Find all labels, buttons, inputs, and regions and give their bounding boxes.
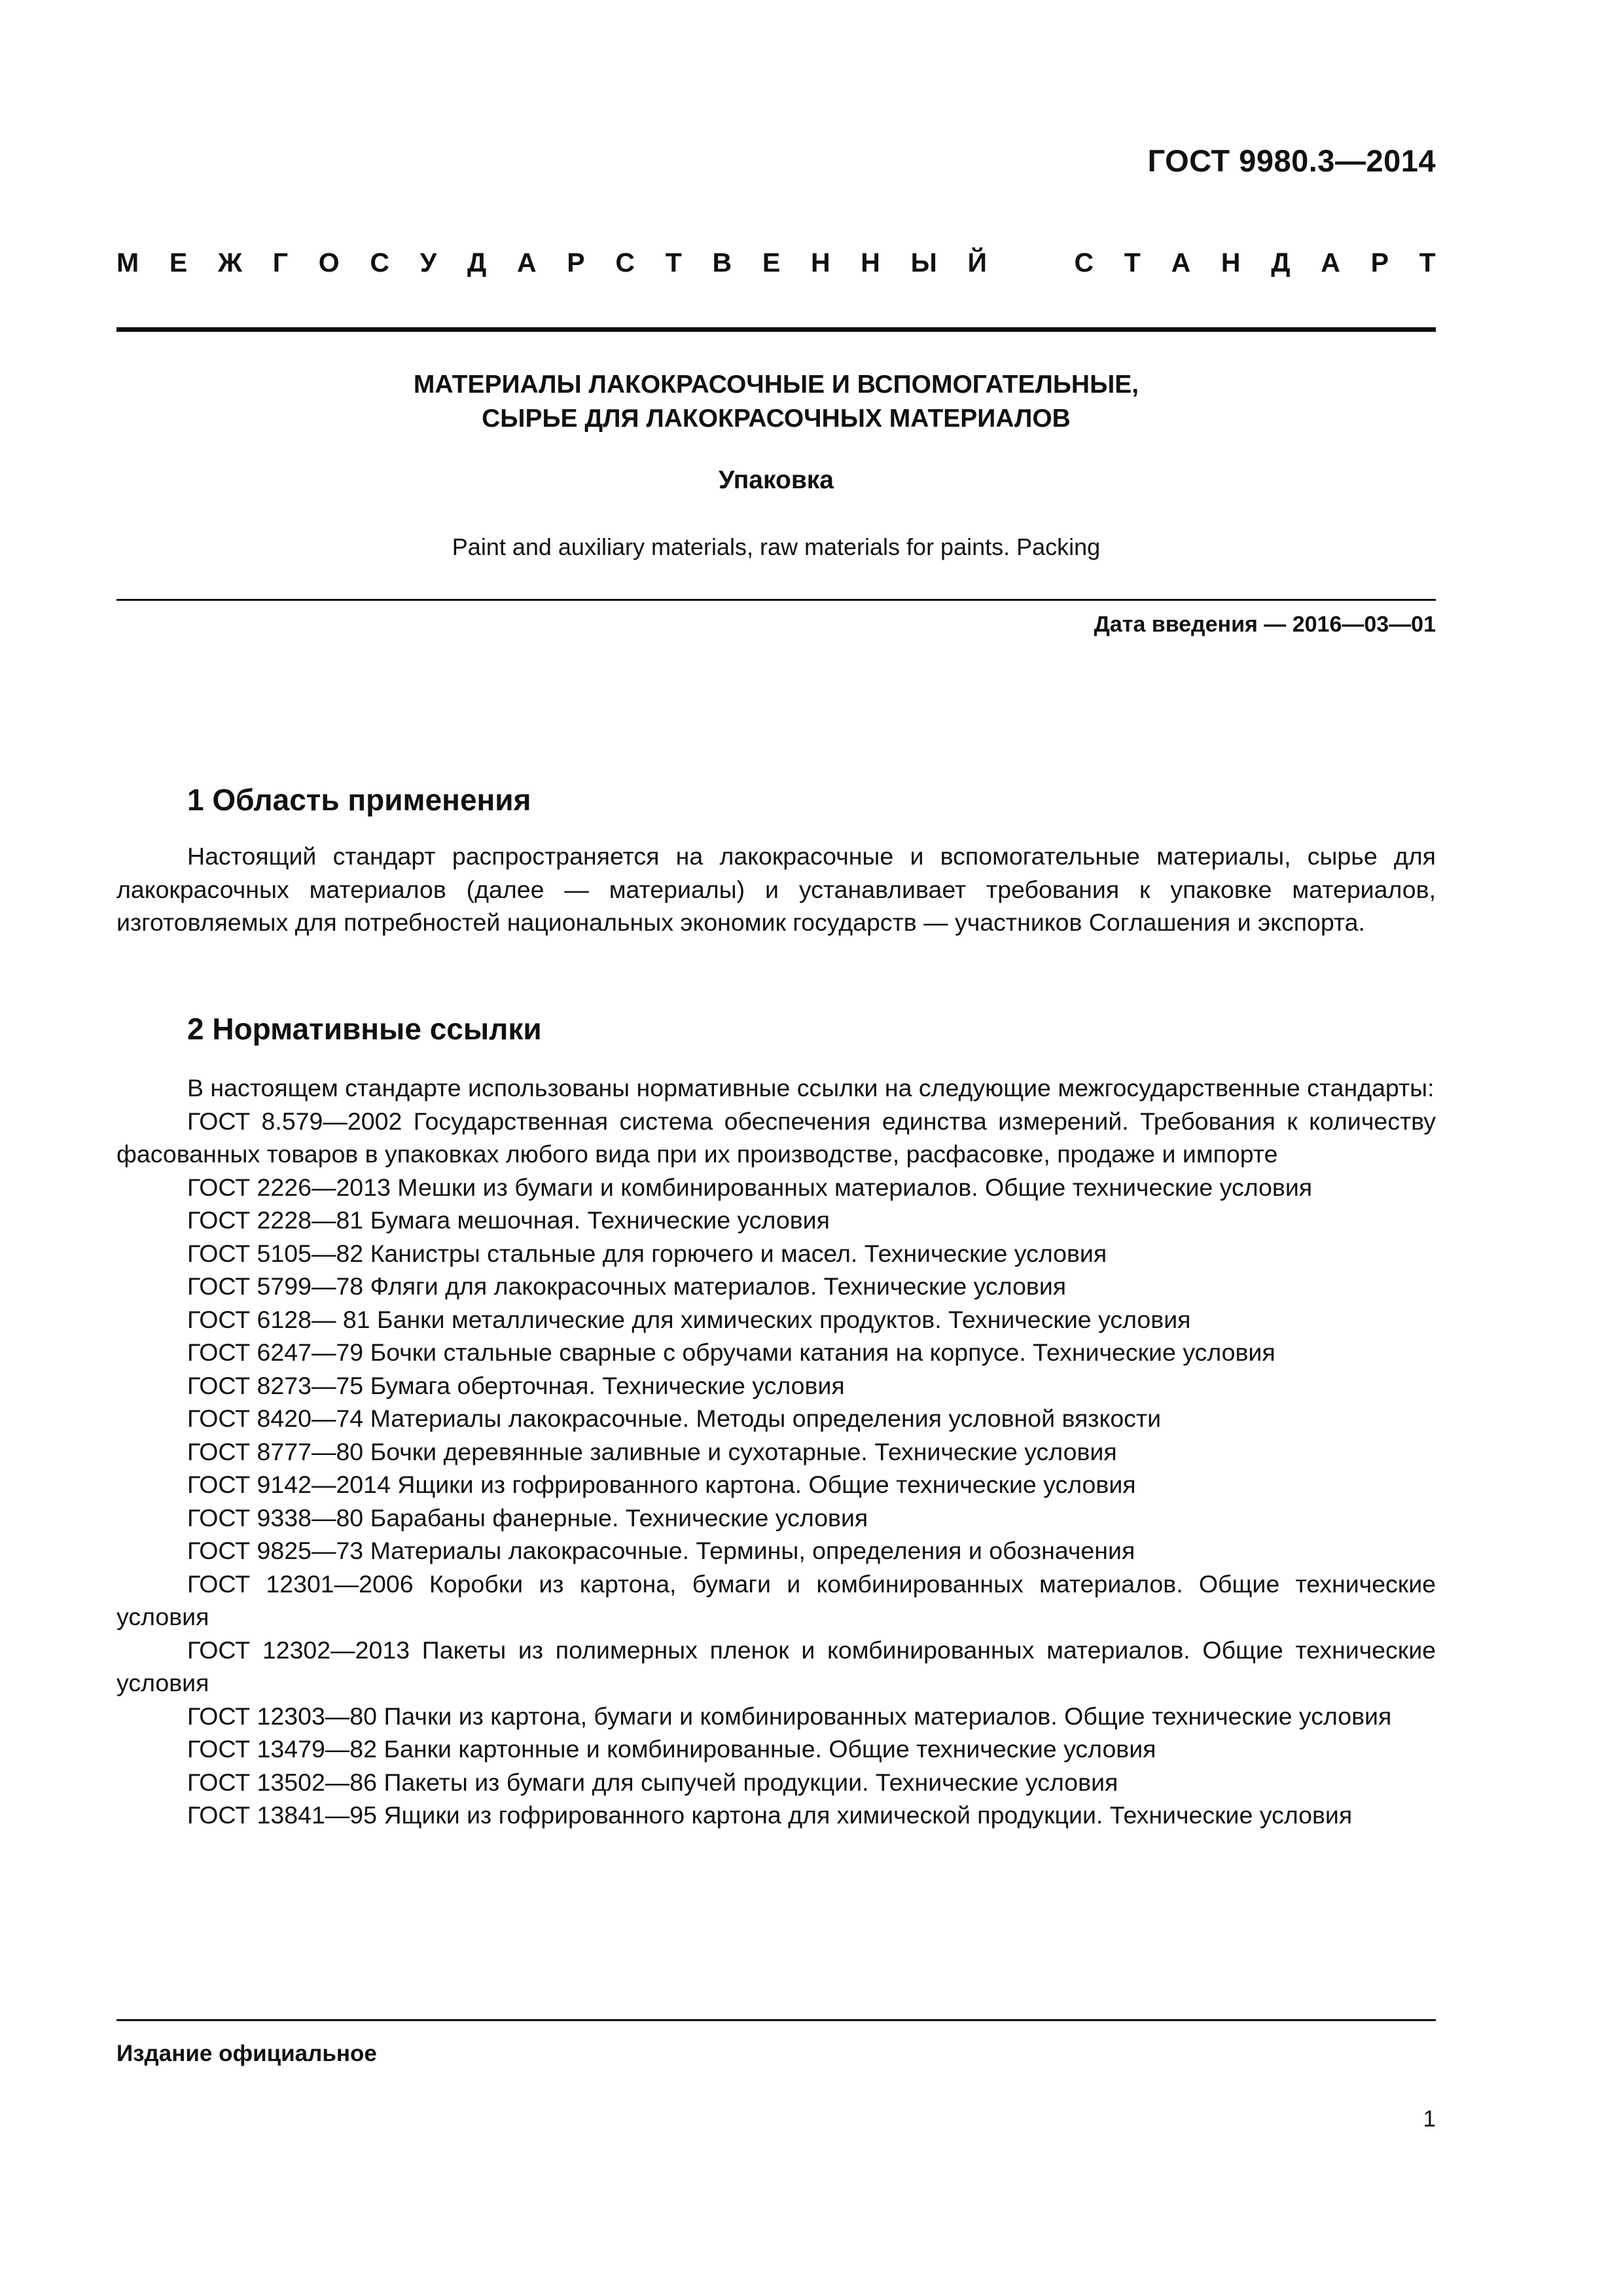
edition-note: Издание официальное [116,2041,377,2066]
reference-item: ГОСТ 6128— 81 Банки металлические для химических продуктов. Технические условия [187,1305,1191,1333]
kind-letter: Н [810,247,830,278]
section-2-intro: В настоящем стандарте использованы нормативные ссылки на следующие межгосударственные стандарты: [187,1074,1435,1102]
kind-letter: Д [467,247,487,278]
reference-item: ГОСТ 8420—74 Материалы лакокрасочные. Методы определения условной вязкости [187,1405,1162,1432]
kind-letter: Т [1419,247,1436,278]
document-subtitle: Упаковка [718,466,834,494]
kind-letter: Р [1370,247,1389,278]
section-1-paragraph: Настоящий стандарт распространяется на лакокрасочные и вспомогательные материалы, сырье для лакокрасочных материалов (далее — материалы) и устанавливает требования к упаковке материалов, изготовляемых для потребностей национальных экономик государств — участников Соглашения и экспорта. [116,842,1436,936]
kind-letter: Е [169,247,188,278]
footer-divider [116,2019,1436,2021]
english-title: Paint and auxiliary materials, raw materials for paints. Packing [452,533,1101,560]
kind-letter: Д [1271,247,1291,278]
title-line-1: МАТЕРИАЛЫ ЛАКОКРАСОЧНЫЕ И ВСПОМОГАТЕЛЬНЫЕ, [413,370,1139,399]
reference-item: ГОСТ 13502—86 Пакеты из бумаги для сыпучей продукции. Технические условия [187,1768,1118,1796]
reference-item: ГОСТ 13841—95 Ящики из гофрированного картона для химической продукции. Технические условия [187,1801,1353,1829]
kind-letter: Т [665,247,682,278]
kind-letter: Ж [217,247,243,278]
standard-kind-heading [116,247,1436,278]
kind-letter: С [1074,247,1094,278]
reference-item: ГОСТ 9338—80 Барабаны фанерные. Технические условия [187,1503,868,1532]
reference-item: ГОСТ 12301—2006 Коробки из картона, бумаги и комбинированных материалов. Общие технические условия [116,1570,1436,1630]
kind-letter: Ы [910,247,937,278]
kind-letter: С [370,247,390,278]
reference-item: ГОСТ 12303—80 Пачки из картона, бумаги и комбинированных материалов. Общие технические условия [187,1702,1392,1730]
document-title [116,368,1436,436]
reference-item: ГОСТ 8273—75 Бумага оберточная. Технические условия [187,1371,845,1399]
title-divider [116,599,1436,601]
effective-date: Дата введения — 2016—03—01 [1094,612,1436,637]
reference-item: ГОСТ 12302—2013 Пакеты из полимерных пленок и комбинированных материалов. Общие технические условия [116,1636,1436,1696]
kind-letter: А [1171,247,1191,278]
kind-letter: А [516,247,537,278]
kind-letter: В [712,247,732,278]
reference-item: ГОСТ 6247—79 Бочки стальные сварные с обручами катания на корпусе. Технические условия [187,1338,1275,1366]
reference-item: ГОСТ 2228—81 Бумага мешочная. Технические условия [187,1206,830,1234]
kind-letter: М [116,247,139,278]
word-gap [1018,247,1044,278]
reference-item: ГОСТ 9825—73 Материалы лакокрасочные. Термины, определения и обозначения [187,1537,1135,1564]
kind-letter: С [615,247,635,278]
section-2-heading: 2 Нормативные ссылки [187,1012,542,1046]
kind-letter: О [318,247,340,278]
kind-letter: Й [967,247,987,278]
standard-number: ГОСТ 9980.3—2014 [1147,143,1436,178]
reference-item: ГОСТ 9142—2014 Ящики из гофрированного картона. Общие технические условия [187,1471,1136,1498]
kind-letter: Г [272,247,289,278]
reference-item: ГОСТ 8777—80 Бочки деревянные заливные и сухотарные. Технические условия [187,1437,1117,1465]
kind-letter: У [419,247,437,278]
section-2-body [116,1071,1436,1832]
reference-item: ГОСТ 5799—78 Фляги для лакокрасочных материалов. Технические условия [187,1272,1067,1300]
kind-letter: Н [861,247,880,278]
kind-letter: Н [1221,247,1241,278]
kind-letter: Т [1124,247,1141,278]
header-divider [116,327,1436,332]
kind-letter: Р [567,247,585,278]
kind-letter: Е [762,247,781,278]
page-number: 1 [1423,2106,1436,2132]
reference-item: ГОСТ 2226—2013 Мешки из бумаги и комбинированных материалов. Общие технические условия [187,1173,1313,1201]
kind-letter: А [1321,247,1340,278]
title-line-2: СЫРЬЕ ДЛЯ ЛАКОКРАСОЧНЫХ МАТЕРИАЛОВ [482,404,1071,433]
reference-item: ГОСТ 13479—82 Банки картонные и комбинированные. Общие технические условия [187,1735,1156,1763]
section-1-heading: 1 Область применения [187,783,531,817]
reference-item: ГОСТ 5105—82 Канистры стальные для горючего и масел. Технические условия [187,1239,1107,1267]
reference-item: ГОСТ 8.579—2002 Государственная система обеспечения единства измерений. Требования к количеству фасованных товаров в упаковках любого вида при их производстве, расфасовке, продаже и импорте [116,1107,1436,1168]
section-1-body [116,840,1436,939]
